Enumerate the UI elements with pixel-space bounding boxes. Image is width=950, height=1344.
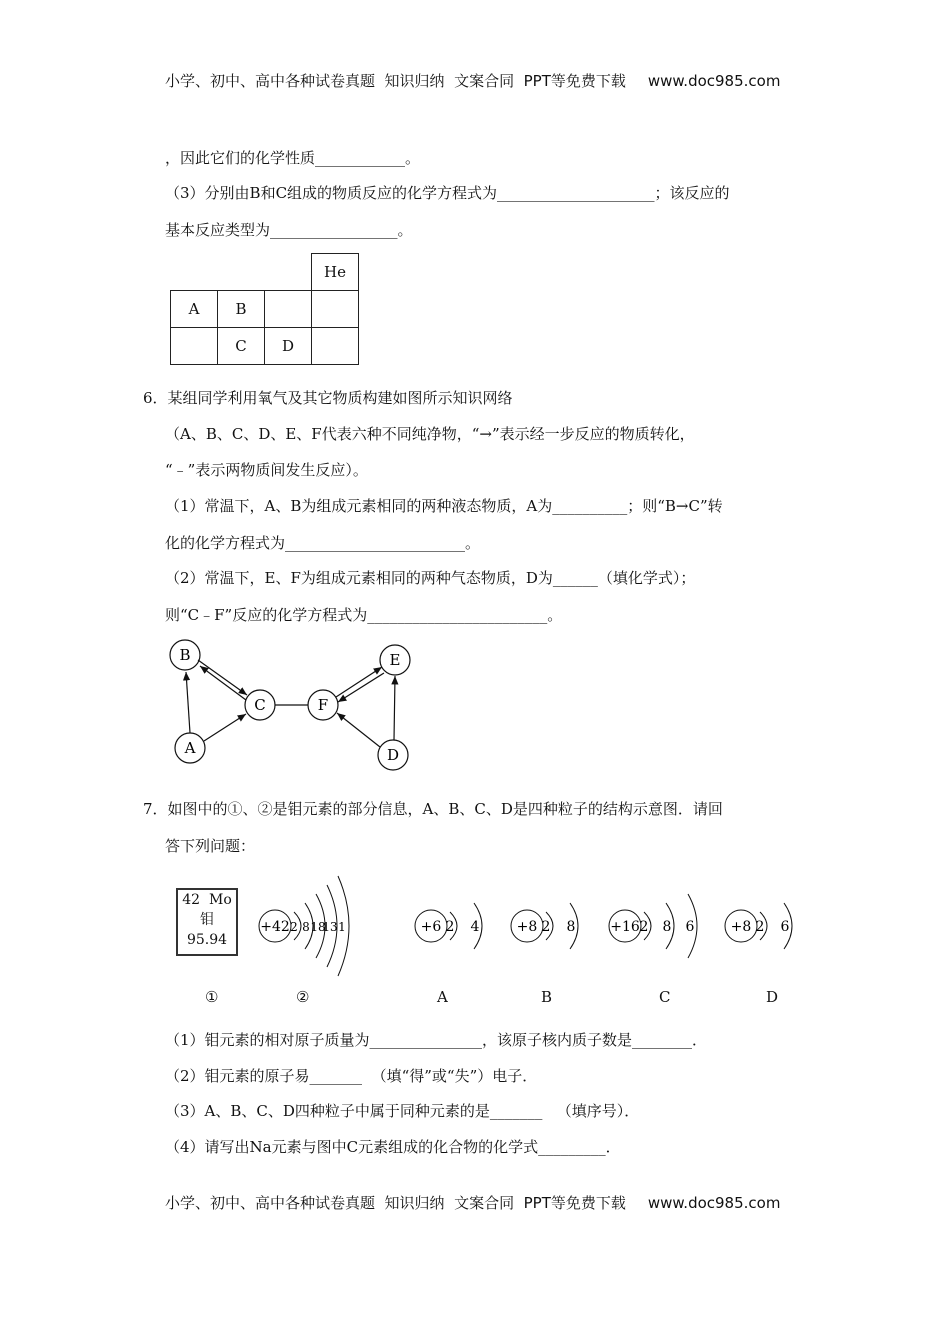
electron-count: 4 — [470, 919, 480, 935]
electron-count: 18 — [310, 920, 326, 934]
arrow-e-f — [338, 673, 384, 702]
q6-line: 则“C﹣F”反应的化学方程式为________________________。 — [165, 606, 563, 624]
cell: He — [312, 254, 359, 291]
header-text: 小学、初中、高中各种试卷真题 知识归纳 文案合同 PPT等免费下载 — [165, 72, 626, 90]
node-e: E — [389, 651, 401, 669]
nucleus-charge: +16 — [610, 919, 640, 935]
label: B — [541, 988, 553, 1006]
electron-count: 13 — [322, 920, 338, 934]
node-b: B — [179, 646, 191, 664]
element-name: 钼 — [200, 912, 214, 928]
node-c: C — [254, 696, 266, 714]
label: D — [766, 988, 779, 1006]
footer-text: 小学、初中、高中各种试卷真题 知识归纳 文案合同 PPT等免费下载 — [165, 1194, 626, 1212]
arrow-c-b — [200, 666, 246, 700]
node-d: D — [386, 746, 400, 764]
element-symbol: Mo — [208, 892, 232, 908]
electron-count: 8 — [662, 919, 672, 935]
q7-s1: （1）钼元素的相对原子质量为_______________，该原子核内质子数是________． — [165, 1031, 708, 1049]
electron-count: 2 — [541, 919, 551, 935]
atomic-mass: 95.94 — [186, 932, 228, 948]
electron-count: 6 — [685, 919, 695, 935]
arrow-d-f — [337, 713, 380, 747]
arrow-b-c — [198, 660, 247, 695]
header-site: www.doc985.com — [647, 72, 781, 90]
q7-s4: （4）请写出Na元素与图中C元素组成的化合物的化学式_________． — [165, 1138, 621, 1156]
label: ② — [296, 988, 310, 1006]
q5-line3: 基本反应类型为_________________。 — [165, 221, 413, 239]
atom-structures — [259, 876, 792, 976]
node-a: A — [184, 739, 196, 757]
electron-count: 1 — [338, 920, 346, 934]
cell: B — [218, 291, 265, 328]
nucleus-charge: +8 — [516, 919, 538, 935]
element-card-mo — [176, 888, 238, 956]
q7-title2: 答下列问题： — [165, 837, 256, 855]
cell: A — [171, 291, 218, 328]
arrow-a-b — [186, 672, 190, 733]
nucleus-charge: +42 — [260, 919, 290, 935]
q6-title: 6．某组同学利用氧气及其它物质构建如图所示知识网络 — [143, 389, 513, 407]
arrow-a-c — [204, 714, 246, 741]
cell: C — [218, 328, 265, 365]
electron-count: 2 — [639, 919, 649, 935]
network-diagram — [170, 640, 410, 770]
q6-line: （2）常温下，E、F为组成元素相同的两种气态物质，D为______（填化学式）； — [165, 569, 696, 587]
page-footer — [165, 1192, 780, 1213]
label: ① — [205, 988, 219, 1006]
q6-line: （1）常温下，A、B为组成元素相同的两种液态物质，A为__________；则“B→C”转 — [165, 497, 723, 515]
q6-line: 化的化学方程式为________________________。 — [165, 534, 481, 552]
atomic-number: 42 — [182, 892, 201, 908]
nucleus-charge: +8 — [730, 919, 752, 935]
electron-count: 8 — [566, 919, 576, 935]
cell: D — [265, 328, 312, 365]
electron-count: 2 — [290, 920, 298, 934]
footer-site: www.doc985.com — [647, 1194, 781, 1212]
nucleus-charge: +6 — [420, 919, 442, 935]
q7-title: 7．如图中的①、②是钼元素的部分信息，A、B、C、D是四种粒子的结构示意图．请回 — [143, 800, 723, 818]
q6-line: （A、B、C、D、E、F代表六种不同纯净物，“→”表示经一步反应的物质转化， — [165, 425, 695, 443]
arrow-f-e — [336, 667, 382, 697]
q7-s2: （2）钼元素的原子易_______ （填“得”或“失”）电子． — [165, 1067, 538, 1085]
q7-s3: （3）A、B、C、D四种粒子中属于同种元素的是_______ （填序号）． — [165, 1102, 640, 1120]
q6-line: “﹣”表示两物质间发生反应）。 — [165, 461, 368, 479]
electron-count: 2 — [445, 919, 455, 935]
q5-line1: ，因此它们的化学性质____________。 — [165, 149, 421, 167]
electron-count: 6 — [780, 919, 790, 935]
electron-count: 8 — [302, 920, 310, 934]
arrow-d-e — [394, 676, 395, 740]
q5-line2: （3）分别由B和C组成的物质反应的化学方程式为_____________________；该反应的 — [165, 184, 730, 202]
node-f: F — [317, 696, 329, 714]
label: C — [659, 988, 671, 1006]
label: A — [437, 988, 448, 1006]
electron-count: 2 — [755, 919, 765, 935]
